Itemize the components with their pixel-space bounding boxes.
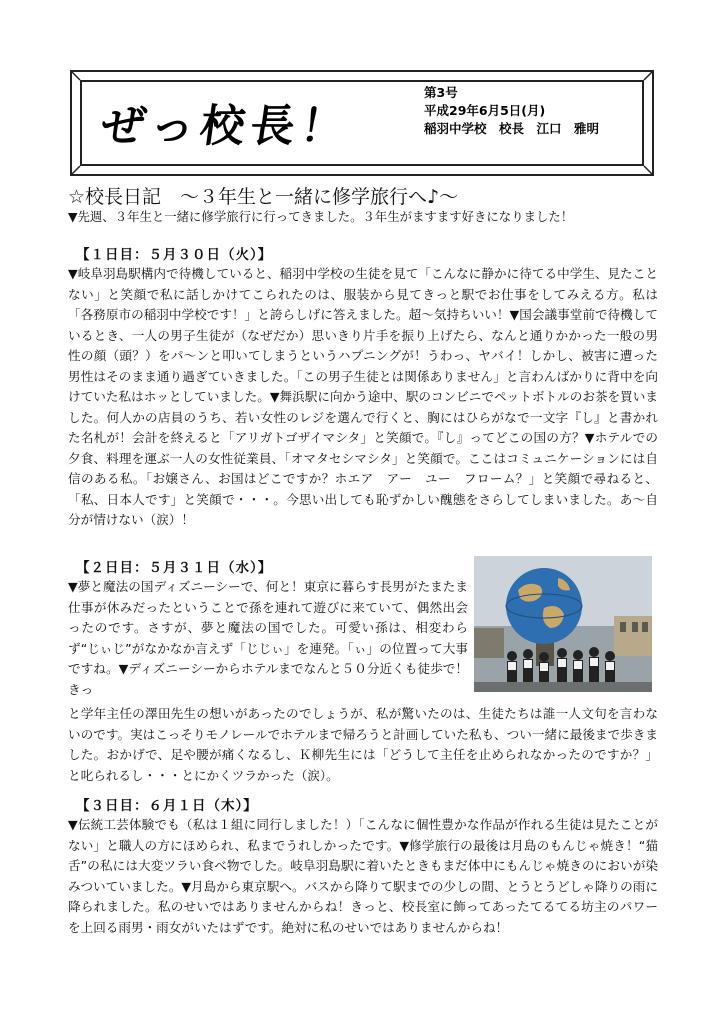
article-intro: ▼先週、３年生と一緒に修学旅行に行ってきました。３年生がますます好きになりました！: [68, 209, 574, 224]
disneysea-globe-photo: [474, 556, 652, 692]
day2-body-bottom: と学年主任の澤田先生の想いがあったのでしょうが、私が驚いたのは、生徒たちは誰一人文句を言わないのです。実はこっそりモノレールでホテルまで帰ろうと計画していた私も、つい一緒に最後まで歩きました。おかげで、足や腰が痛くなるし、Ｋ柳先生には「どうして主任を止められなかったのですか？」と叱られるし・・・とにかくツラかった（涙）。: [68, 706, 658, 783]
issue-info: [424, 84, 599, 138]
masthead: [70, 70, 654, 176]
issue-date: 平成29年6月5日(月): [424, 103, 546, 118]
newsletter-title: ぜっ校長！: [97, 101, 355, 152]
day2-heading: 【２日目：５月３１日（水）】: [76, 560, 273, 576]
day2-body-top: ▼夢と魔法の国ディズニーシーで、何と！東京に暮らす長男がたまたま仕事が休みだったということで孫を連れて遊びに来ていて、偶然出会ったのです。さすが、夢と魔法の国でした。可愛い孫は、相変わらず“じぃじ”がなかなか言えず「じじぃ」を連発。「ぃ」の位置って大事ですね。▼ディズニーシーからホテルまでなんと５０分近くも徒歩で！きっ: [68, 579, 468, 697]
issue-number: 第3号: [424, 85, 458, 100]
day3-body: ▼伝統工芸体験でも（私は１組に同行しました！）「こんなに個性豊かな作品が作れる生徒は見たことがない」と職人の方にほめられ、私までうれしかったです。▼修学旅行の最後は月島のもんじゃ焼き！“猫舌”の私には大変ツラい食べ物でした。岐阜羽島駅に着いたときもまだ体中にもんじゃ焼きのにおいが染みついていました。▼月島から東京駅へ。バスから降りて駅までの少しの間、とうとうどしゃ降りの雨に降られました。私のせいではありませんからね！きっと、校長室に飾ってあったてるてる坊主のパワーを上回る雨男・雨女がいたはずです。絶対に私のせいではありませんからね！: [68, 817, 658, 935]
photo-illustration: [474, 556, 652, 692]
day3-heading: 【３日目：６月１日（木）】: [76, 798, 258, 814]
day1-body: ▼岐阜羽島駅構内で待機していると、稲羽中学校の生徒を見て「こんなに静かに待てる中学生、見たことない」と笑顔で私に話しかけてこられたのは、服装から見てきっと駅でお仕事をしてみえる方。私は「各務原市の稲羽中学校です！」と誇らしげに答えました。超～気持ちいい！▼国会議事堂前で待機しているとき、一人の男子生徒が（なぜだか）思いきり片手を振り上げたら、なんと通りかかった一般の男性の顔（頭？）をパ～ンと叩いてしまうというハプニングが！うわっ、ヤバイ！しかし、被害に遭った男性はそのまま通り過ぎていきました。「この男子生徒とは関係ありません」と言わんばかりに背中を向けていた私はホッとしていました。▼舞浜駅に向かう途中、駅のコンビニでペットボトルのお茶を買いました。何人かの店員のうち、若い女性のレジを選んで行くと、胸にはひらがなで一文字『し』と書かれた名札が！会計を終えると「アリガトゴザイマシタ」と笑顔で。『し』ってどこの国の方？▼ホテルでの夕食、料理を運ぶ一人の女性従業員、「オマタセシマシタ」と笑顔で。ここはコミュニケーションには自信のある私。「お嬢さん、お国はどこですか？ホエア アー ユー フローム？」と笑顔で尋ねると、「私、日本人です」と笑顔で・・・。今思い出しても恥ずかしい醜態をさらしてしまいました。あ～自分が情けない（涙）！: [68, 266, 658, 527]
day1-heading: 【１日目：５月３０日（火）】: [76, 247, 273, 263]
issue-author: 稲羽中学校 校長 江口 雅明: [424, 121, 600, 136]
article-title: ☆校長日記 ～３年生と一緒に修学旅行へ♪～: [68, 186, 459, 208]
